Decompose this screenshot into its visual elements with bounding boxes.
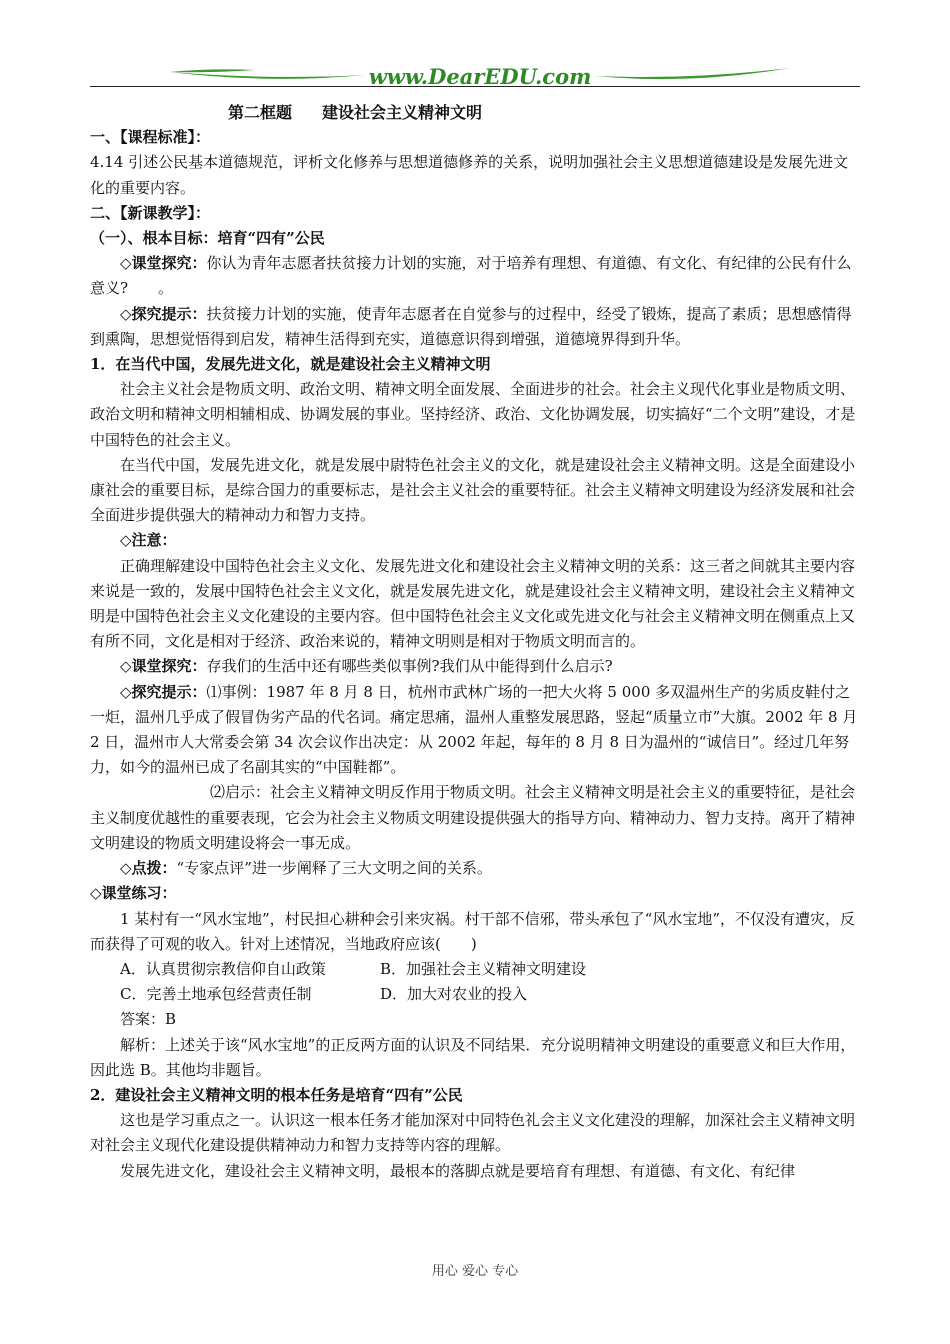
- inquiry-question-1: ◇课堂探究：你认为青年志愿者扶贫接力计划的实施，对于培养有理想、有道德、有文化、有纪律的公民有什么意义? 。: [90, 254, 852, 298]
- paragraph-1: 社会主义社会是物质文明、政治文明、精神文明全面发展、全面进步的社会。社会主义现代化事业是物质文明、政治文明和精神文明相辅相成、协调发展的事业。坚持经济、政治、文化协调发展，切实搞好“二个文明”建设，才是中国特色的社会主义。: [90, 380, 856, 449]
- exercise-options-row-2: [90, 982, 860, 1007]
- standard-text: 4.14 引述公民基本道德规范，评析文化修养与思想道德修养的关系，说明加强社会主义思想道德建设是发展先进文化的重要内容。: [90, 153, 849, 197]
- point-2-heading: 2．建设社会主义精神文明的根本任务是培育“四有”公民: [90, 1085, 463, 1104]
- left-swoosh: [170, 72, 365, 79]
- document-body: [90, 100, 860, 1184]
- paragraph-3: 正确理解建设中国特色社会主义文化、发展先进文化和建设社会主义精神文明的关系：这三者之间就其主要内容来说是一致的，发展中国特色社会主义文化，就是发展先进文化，就是建设社会主义精神文明，建设社会主义精神文明是中国特色社会主义文化建设的主要内容。但中国特色社会主义文化或先进文化与社会主义精神文明在侧重点上又有所不同，文化是相对于经济、政治来说的，精神文明则是相对于物质文明而言的。: [90, 556, 856, 651]
- section-heading-standard: 一、【课程标准】：: [90, 128, 211, 147]
- exercise-heading: ◇课堂练习：: [90, 884, 177, 903]
- site-logo-banner: [150, 58, 810, 98]
- paragraph-5: 发展先进文化，建设社会主义精神文明，最根本的落脚点就是要培育有理想、有道德、有文化、有纪律: [120, 1161, 796, 1180]
- point-1-heading: 1．在当代中国，发展先进文化，就是建设社会主义精神文明: [90, 355, 491, 374]
- note-label: ◇注意：: [120, 531, 177, 550]
- exercise-analysis: 解析：上述关于该“风水宝地”的正反两方面的认识及不同结果．充分说明精神文明建设的重要意义和巨大作用，因此选 B。其他均非题旨。: [90, 1035, 856, 1079]
- subheading-goal: （一）、根本目标：培育“四有”公民: [90, 229, 325, 248]
- inquiry-hint-2-inspiration: ⑵启示：社会主义精神文明反作用于物质文明。社会主义精神文明是社会主义的重要特征，是社会主义制度优越性的重要表现，它会为社会主义物质文明建设提供强大的指导方向、精神动力、智力支持。离开了精神文明建设的物质文明建设将会一事无成。: [90, 783, 856, 852]
- option-b: B．加强社会主义精神文明建设: [380, 959, 587, 978]
- inquiry-question-2: ◇课堂探究：存我们的生活中还有哪些类似事例?我们从中能得到什么启示?: [120, 657, 613, 676]
- paragraph-4: 这也是学习重点之一。认识这一根本任务才能加深对中同特色礼会主义文化建没的理解，加深社会主义精神文明对社会主义现代化建设提供精神动力和智力支持等内容的理解。: [90, 1111, 856, 1155]
- exercise-options-row-1: [90, 957, 860, 982]
- option-a: A．认真贯彻宗教信仰自山政策: [120, 959, 326, 978]
- page-title: 第二框题 建设社会主义精神文明: [228, 103, 483, 122]
- right-swoosh: [595, 68, 790, 79]
- exercise-question: 1 某村有一“风水宝地”，村民担心耕种会引来灾祸。村干部不信邪，带头承包了“风水宝地”，不仅没有遭灾，反而获得了可观的收入。针对上述情况，当地政府应该( ): [90, 909, 855, 953]
- logo-text: www.DearEDU.com: [368, 64, 592, 89]
- section-heading-teaching: 二、【新课教学】：: [90, 203, 211, 222]
- option-d: D．加大对农业的投入: [380, 985, 528, 1004]
- header-rule: [90, 86, 860, 87]
- option-c: C．完善土地承包经营责任制: [120, 985, 312, 1004]
- inquiry-hint-1: ◇探究提示：扶贫接力计划的实施，使青年志愿者在自觉参与的过程中，经受了锻炼，提高了素质；思想感情得到熏陶，思想觉悟得到启发，精神生活得到充实，道德意识得到增强，道德境界得到升华。: [90, 304, 852, 348]
- page-footer: 用心 爱心 专心: [431, 1264, 519, 1279]
- exercise-answer: 答案：B: [120, 1010, 177, 1029]
- inquiry-hint-2: ◇探究提示：⑴事例：1987 年 8 月 8 日，杭州市武林广场的一把大火将 5 000 多双温州生产的劣质皮鞋付之一炬，温州几乎成了假冒伪劣产品的代名词。痛定思痛，温州人重整发展思路，竖起“质量立市”大旗。2002 年 8 月 2 日，温州市人大常委会第 34 次会议作出决定：从 2002 年起，每年的 8 月 8 日为温州的“诚信日”。经过几年努力，如今的温州已成了名副其实的“中国鞋都”。: [90, 682, 858, 777]
- left-swoosh-tail: [170, 69, 255, 72]
- paragraph-2: 在当代中国，发展先进文化，就是发展中尉特色社会主义的文化，就是建设社会主义精神文明。这是全面建设小康社会的重要目标，是综合国力的重要标志，是社会主义社会的重要特征。社会主义精神文明建设为经济发展和社会全面进步提供强大的精神动力和智力支持。: [90, 455, 856, 525]
- tip: ◇点拨：“专家点评”进一步阐释了三大文明之间的关系。: [120, 859, 492, 878]
